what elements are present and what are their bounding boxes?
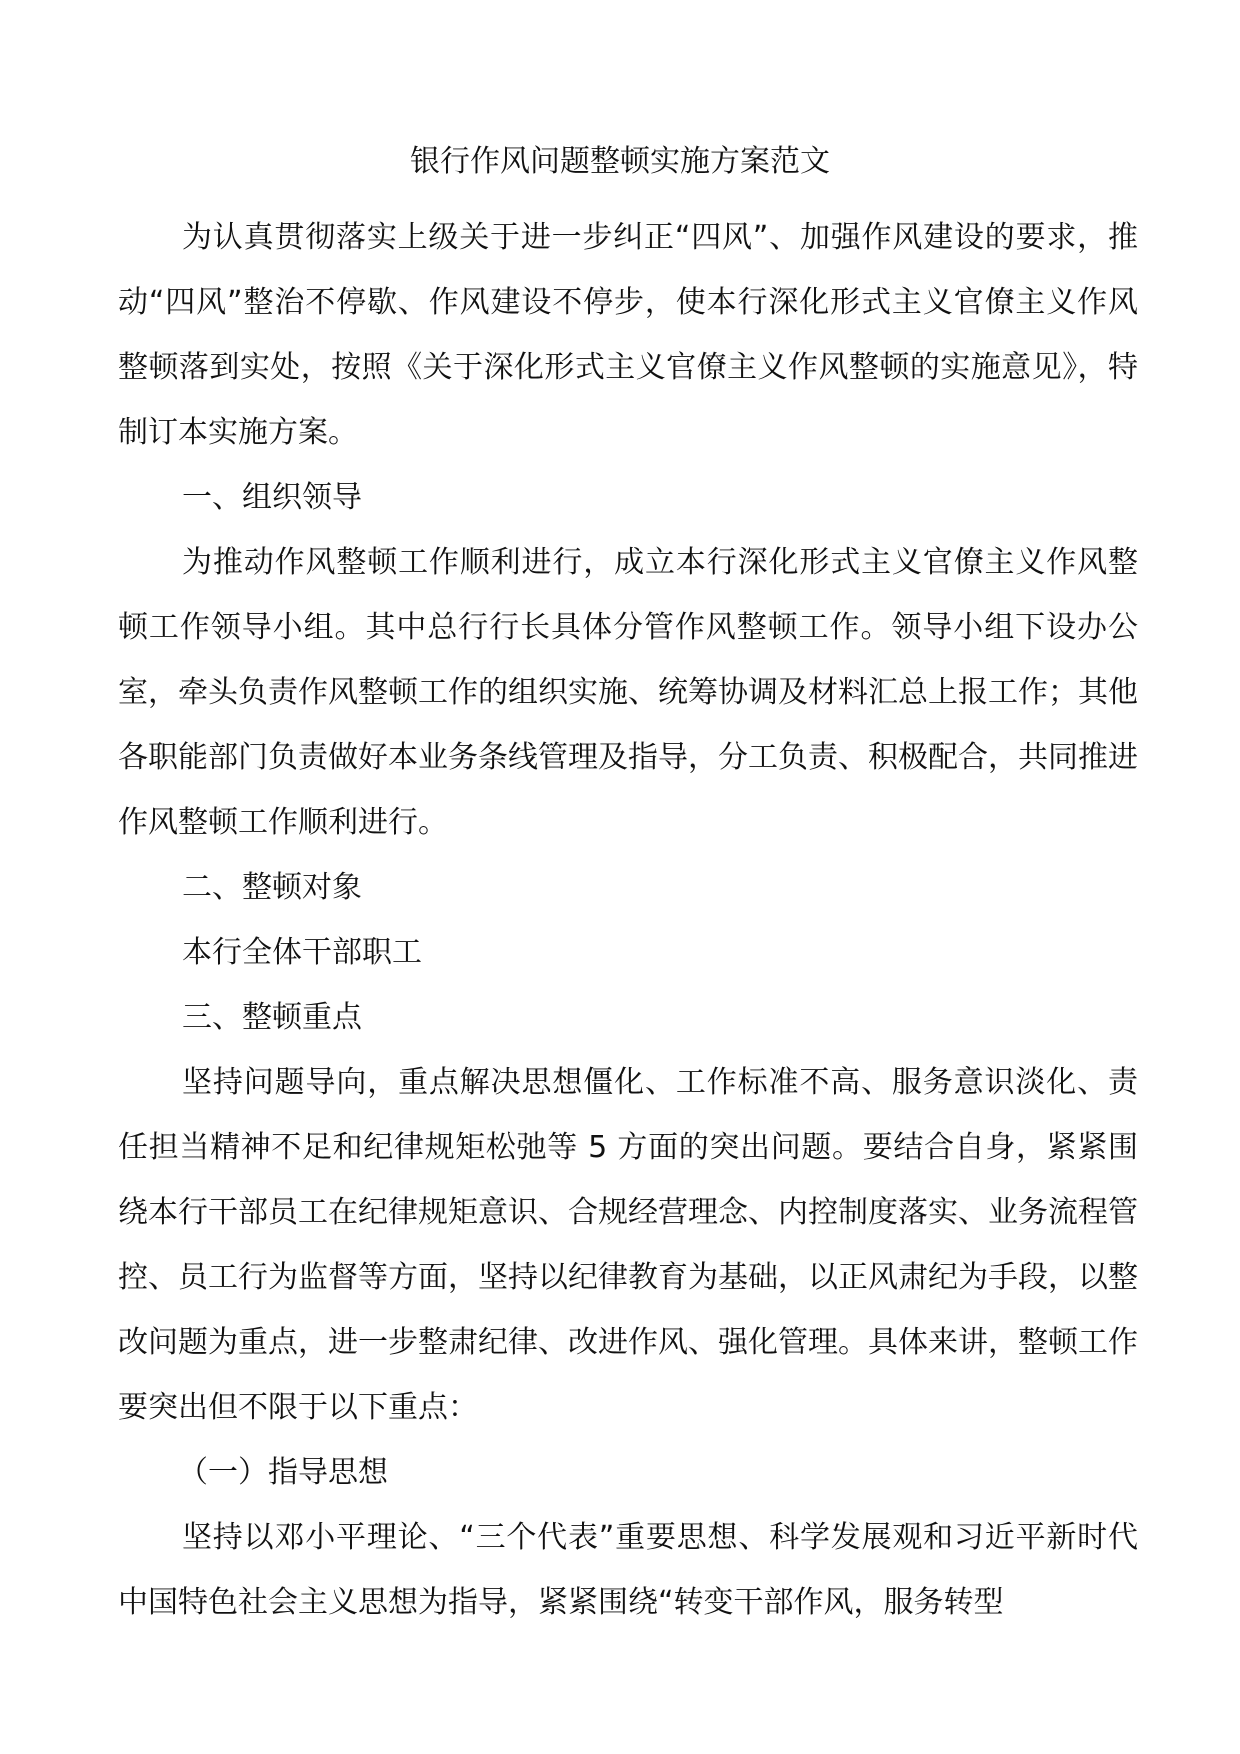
section-paragraph-targets: 本行全体干部职工 xyxy=(182,935,422,970)
section-heading-priorities: 三、整顿重点 xyxy=(182,1000,362,1035)
section-heading-targets: 二、整顿对象 xyxy=(182,870,362,905)
subsection-paragraph-guiding-ideology: 坚持以邓小平理论、“三个代表”重要思想、科学发展观和习近平新时代中国特色社会主义思想为指导，紧紧围绕“转变干部作风，服务转型 xyxy=(118,1520,1138,1620)
section-heading-organization: 一、组织领导 xyxy=(182,480,362,515)
subsection-heading-guiding-ideology: （一）指导思想 xyxy=(178,1455,388,1490)
intro-paragraph: 为认真贯彻落实上级关于进一步纠正“四风”、加强作风建设的要求，推动“四风”整治不停歇、作风建设不停步，使本行深化形式主义官僚主义作风整顿落到实处，按照《关于深化形式主义官僚主义作风整顿的实施意见》，特制订本实施方案。 xyxy=(118,220,1138,450)
section-paragraph-priorities: 坚持问题导向，重点解决思想僵化、工作标准不高、服务意识淡化、责任担当精神不足和纪律规矩松弛等 5 方面的突出问题。要结合自身，紧紧围绕本行干部员工在纪律规矩意识、合规经营理念、内控制度落实、业务流程管控、员工行为监督等方面，坚持以纪律教育为基础，以正风肃纪为手段，以整改问题为重点，进一步整肃纪律、改进作风、强化管理。具体来讲，整顿工作要突出但不限于以下重点： xyxy=(118,1065,1138,1425)
document-body xyxy=(118,205,1138,1635)
section-paragraph-organization: 为推动作风整顿工作顺利进行，成立本行深化形式主义官僚主义作风整顿工作领导小组。其中总行行长具体分管作风整顿工作。领导小组下设办公室，牵头负责作风整顿工作的组织实施、统筹协调及材料汇总上报工作；其他各职能部门负责做好本业务条线管理及指导，分工负责、积极配合，共同推进作风整顿工作顺利进行。 xyxy=(118,545,1138,840)
document-title: 银行作风问题整顿实施方案范文 xyxy=(410,144,830,179)
